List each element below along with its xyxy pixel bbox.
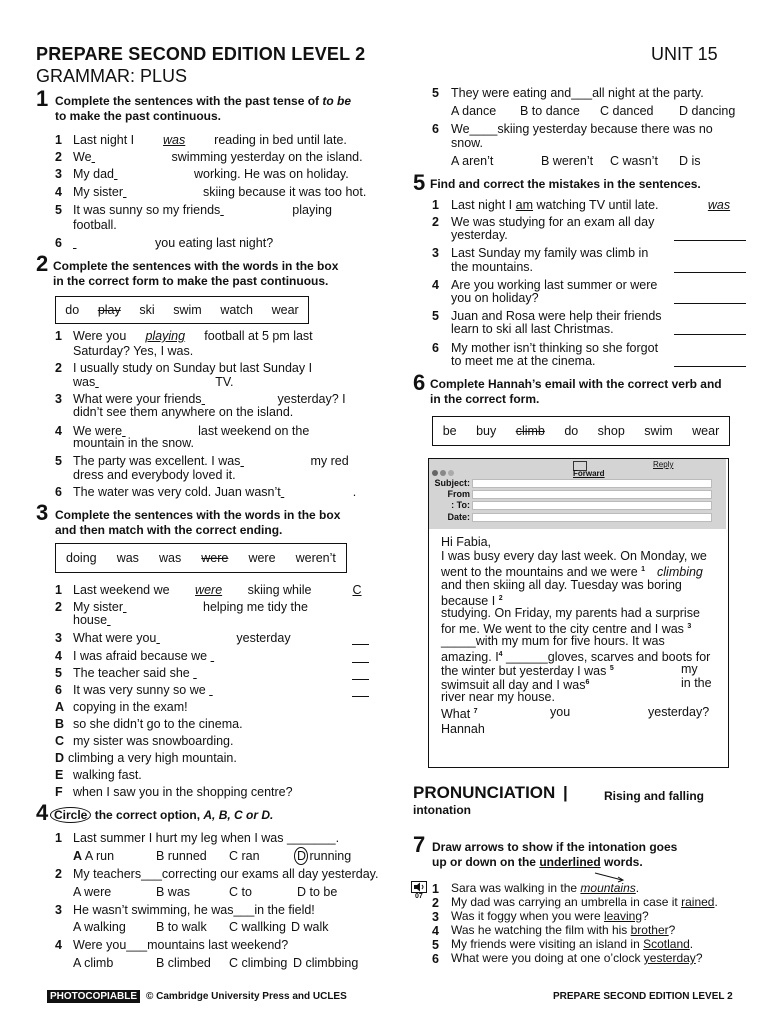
word: be	[442, 424, 457, 438]
exercise-instruction: Complete the sentences with the past tense of to be to make the past continuous.	[55, 94, 352, 123]
page-title: PREPARE SECOND EDITION LEVEL 2	[36, 44, 366, 64]
word-used: play	[97, 303, 121, 317]
sentence: Were you playing football at 5 pm last	[73, 329, 313, 343]
answer-blank[interactable]	[220, 203, 292, 217]
sentence-cont: the mountains.	[451, 260, 533, 274]
item-number: 6	[432, 341, 439, 355]
pronunciation-subtitle: Rising and falling	[604, 789, 705, 803]
option-d-circled[interactable]: D running	[297, 849, 351, 863]
subject-label: Subject:	[434, 478, 470, 488]
question: They were eating and___all night at the party.	[451, 86, 704, 100]
sentence: It was sunny so my friends playing	[73, 203, 332, 217]
option-b[interactable]: B to walk	[156, 920, 207, 934]
match-blank[interactable]	[352, 679, 369, 680]
answer-blank[interactable]	[240, 454, 310, 468]
ending-letter: B	[55, 717, 65, 731]
correction-blank[interactable]	[674, 366, 746, 367]
ending-text: my sister was snowboarding.	[73, 734, 234, 748]
pronunciation-subtitle-cont: intonation	[413, 803, 471, 817]
sentence: I usually study on Sunday but last Sunday I	[73, 361, 313, 375]
copyright: © Cambridge University Press and UCLES	[146, 991, 347, 1002]
ending-text: when I saw you in the shopping centre?	[73, 785, 293, 799]
word: weren’t	[295, 551, 336, 565]
option-a[interactable]: A climb	[73, 956, 114, 970]
match-blank[interactable]	[352, 696, 369, 697]
option-b[interactable]: B weren’t	[541, 154, 594, 168]
question: My teachers___correcting our exams all day yesterday.	[73, 867, 379, 881]
word-used: were	[201, 551, 229, 565]
pronunciation-heading: PRONUNCIATION |	[413, 783, 568, 802]
option-c[interactable]: C wasn’t	[610, 154, 658, 168]
email-line: in the	[681, 676, 712, 690]
correction-blank[interactable]	[674, 240, 746, 241]
ending-letter: E	[55, 768, 64, 782]
email-line: river near my house.	[441, 690, 555, 704]
exercise-number: 2	[36, 251, 49, 276]
item-number: 3	[55, 631, 62, 645]
sentence-cont: learn to ski all last Christmas.	[451, 322, 614, 336]
item-number: 2	[55, 361, 62, 375]
date-field[interactable]	[472, 513, 712, 522]
sentence: My sister skiing because it was too hot.	[73, 185, 367, 199]
exercise-number: 1	[36, 86, 49, 111]
item-number: 2	[55, 867, 62, 881]
question: We____skiing yesterday because there was no	[451, 122, 713, 136]
question: Last summer I hurt my leg when I was _______.	[73, 831, 340, 845]
ending-text: walking fast.	[73, 768, 142, 782]
ending-text: so she didn’t go to the cinema.	[73, 717, 243, 731]
option-a[interactable]: A dance	[451, 104, 497, 118]
word: swim	[644, 424, 673, 438]
ending-text: climbing a very high mountain.	[68, 751, 237, 765]
answer-blank[interactable]	[123, 185, 203, 199]
option-d[interactable]: D to be	[297, 885, 338, 899]
sentence: The party was excellent. I was my red	[73, 454, 349, 468]
sentence: My dad working. He was on holiday.	[73, 167, 349, 181]
word: was	[116, 551, 139, 565]
sentence: Last weekend we were skiing while	[73, 583, 312, 597]
item-number: 2	[55, 600, 62, 614]
exercise-instruction: Complete the sentences with the words in the box and then match with the correct ending.	[55, 508, 341, 537]
exercise-instruction: Draw arrows to show if the intonation goes up or down on the underlined words.	[432, 840, 678, 869]
exercise-number: 7	[413, 832, 426, 857]
item-number: 4	[55, 424, 62, 438]
ending-letter: A	[55, 700, 65, 714]
word: doing	[66, 551, 97, 565]
word: were	[248, 551, 276, 565]
word: buy	[476, 424, 497, 438]
item-number: 5	[432, 938, 439, 952]
forward-button[interactable]: Forward	[573, 469, 605, 478]
word: watch	[220, 303, 253, 317]
option-b[interactable]: B runned	[156, 849, 207, 863]
option-b[interactable]: B was	[156, 885, 191, 899]
item-number: 4	[55, 938, 62, 952]
correction-blank[interactable]: was	[707, 198, 731, 212]
match-answer[interactable]: C	[352, 583, 362, 597]
answer-blank[interactable]	[73, 236, 155, 250]
answer-blank[interactable]	[156, 631, 236, 645]
correction-blank[interactable]	[674, 272, 746, 273]
item-number: 4	[432, 278, 439, 292]
word: was	[158, 551, 182, 565]
sentence-cont: yesterday.	[451, 228, 508, 242]
word: do	[564, 424, 579, 438]
sentence: Last night I was reading in bed until late.	[73, 133, 347, 147]
sentence: We swimming yesterday on the island.	[73, 150, 363, 164]
sentence: We were last weekend on the	[73, 424, 310, 438]
answer-blank[interactable]	[211, 649, 281, 663]
item-number: 2	[432, 896, 439, 910]
sentence-cont: Saturday? Yes, I was.	[73, 344, 194, 358]
option-c[interactable]: C climbing	[229, 956, 288, 970]
answer-blank[interactable]: playing	[145, 329, 186, 343]
exercise-number: 6	[413, 370, 426, 395]
email-line: What $^7$	[441, 707, 478, 722]
page-subtitle: GRAMMAR: PLUS	[36, 66, 188, 86]
exercise-instruction: Complete Hannah’s email with the correct verb and in the correct form.	[430, 377, 722, 406]
footer-title: PREPARE SECOND EDITION LEVEL 2	[553, 991, 733, 1002]
option-c[interactable]: C danced	[600, 104, 654, 118]
option-b[interactable]: B to dance	[520, 104, 580, 118]
sentence-cont: house	[73, 613, 241, 627]
item-number: 3	[432, 910, 439, 924]
email-signature: Hannah	[441, 722, 485, 736]
exercise-number: 3	[36, 500, 49, 525]
word: wear	[271, 303, 299, 317]
audio-track-number: 07	[415, 893, 423, 900]
email-line: for me. We went to the city centre and I was $^3$	[441, 622, 692, 637]
item-number: 6	[55, 683, 62, 697]
reply-button[interactable]: Reply	[653, 460, 674, 469]
item-number: 4	[55, 649, 62, 663]
email-line: because I $^2$	[441, 594, 503, 609]
item-number: 2	[432, 215, 439, 229]
item-number: 3	[55, 903, 62, 917]
exercise-number: 4	[36, 800, 49, 825]
email-line: the winter but yesterday I was $^5$	[441, 664, 614, 679]
word-box	[55, 543, 347, 573]
word-used: climb	[515, 424, 545, 438]
unit-label: UNIT 15	[651, 44, 718, 64]
item-number: 1	[432, 198, 439, 212]
word-box	[432, 416, 730, 446]
option-c[interactable]: C wallking	[229, 920, 286, 934]
option-d[interactable]: D dancing	[679, 104, 736, 118]
question: Were you___mountains last weekend?	[73, 938, 289, 952]
exercise-number: 5	[413, 170, 426, 195]
email-line: I was busy every day last week. On Monday, we	[441, 549, 707, 563]
email-line: and then skiing all day. Tuesday was boring	[441, 578, 682, 592]
sentence: The water was very cold. Juan wasn’t .	[73, 485, 357, 499]
photocopiable-badge: PHOTOCOPIABLE	[47, 990, 140, 1003]
answer-blank[interactable]	[92, 150, 172, 164]
circle-word: Circle	[50, 807, 91, 823]
word-box	[55, 296, 309, 324]
item-number: 1	[55, 831, 62, 845]
item-number: 3	[55, 167, 62, 181]
answer-blank[interactable]: were	[195, 583, 223, 597]
item-number: 5	[55, 666, 62, 680]
item-number: 6	[432, 122, 439, 136]
item-number: 1	[55, 133, 62, 147]
sentence: Are you working last summer or were	[451, 278, 658, 292]
from-field[interactable]	[472, 490, 712, 499]
sentence: My mother isn’t thinking so she forgot	[451, 341, 659, 355]
sentence-cont: didn’t see them anywhere on the island.	[73, 405, 294, 419]
from-label: From	[447, 489, 470, 499]
email-line: amazing. $I^4$ ______gloves, scarves and boots for	[441, 650, 711, 665]
item-number: 3	[55, 392, 62, 406]
to-label: : To:	[451, 500, 470, 510]
answer-blank[interactable]	[193, 666, 265, 680]
sentence: I was afraid because we	[73, 649, 281, 663]
match-blank[interactable]	[352, 644, 369, 645]
email-line: you	[550, 705, 571, 719]
item-number: 5	[432, 309, 439, 323]
option-c[interactable]: C to	[229, 885, 252, 899]
option-d[interactable]: D climbbing	[293, 956, 359, 970]
sentence: What were your friends yesterday? I	[73, 392, 346, 406]
word: swim	[173, 303, 202, 317]
sentence-cont: was TV.	[73, 375, 234, 389]
answer-blank[interactable]	[95, 375, 215, 389]
audio-icon[interactable]	[411, 880, 427, 892]
option-d[interactable]: D is	[679, 154, 701, 168]
sentence-cont: mountain in the snow.	[73, 436, 194, 450]
answer-blank[interactable]	[281, 485, 353, 499]
sentence: Last night I am watching TV until late.	[451, 198, 659, 212]
ending-letter: F	[55, 785, 63, 799]
sentence-cont: dress and everybody loved it.	[73, 468, 236, 482]
date-label: Date:	[447, 512, 470, 522]
sentence: Sara was walking in the mountains.	[451, 881, 640, 895]
sentence: you eating last night?	[73, 236, 273, 250]
option-a[interactable]: A A run	[73, 849, 115, 863]
correction-blank[interactable]	[674, 334, 746, 335]
question-cont: snow.	[451, 136, 483, 150]
option-b[interactable]: B climbed	[156, 956, 211, 970]
item-number: 1	[55, 329, 62, 343]
email-line: my	[681, 662, 698, 676]
sentence: Was it foggy when you were leaving?	[451, 909, 649, 923]
sentence: Juan and Rosa were help their friends	[451, 309, 662, 323]
correction-blank[interactable]	[674, 303, 746, 304]
exercise-instruction: Find and correct the mistakes in the sentences.	[430, 177, 701, 191]
answer-blank[interactable]	[209, 683, 281, 697]
option-d[interactable]: D walk	[291, 920, 329, 934]
answer-blank[interactable]	[114, 167, 194, 181]
item-number: 2	[55, 150, 62, 164]
item-number: 6	[55, 236, 62, 250]
option-c[interactable]: C ran	[229, 849, 260, 863]
answer-blank[interactable]	[202, 392, 278, 406]
sentence: Was he watching the film with his brother?	[451, 923, 676, 937]
sentence: What were you yesterday	[73, 631, 291, 645]
ending-letter: D	[55, 751, 65, 765]
option-a[interactable]: A walking	[73, 920, 126, 934]
item-number: 4	[432, 924, 439, 938]
exercise-instruction: Circle the correct option, A, B, C or D.	[50, 808, 273, 823]
option-a[interactable]: A were	[73, 885, 112, 899]
answer-blank[interactable]	[123, 600, 203, 614]
sentence: Last Sunday my family was climb in	[451, 246, 649, 260]
email-line: yesterday?	[648, 705, 710, 719]
item-number: 6	[432, 952, 439, 966]
exercise-instruction: Complete the sentences with the words in the box in the correct form to make the past continuous.	[53, 259, 339, 288]
word: do	[65, 303, 80, 317]
item-number: 3	[432, 246, 439, 260]
question: He wasn’t swimming, he was___in the field!	[73, 903, 315, 917]
sentence: We was studying for an exam all day	[451, 215, 655, 229]
to-field[interactable]	[472, 501, 712, 510]
ending-letter: C	[55, 734, 65, 748]
email-line: went to the mountains and we were $^1$ climbing	[441, 565, 703, 580]
item-number: 1	[432, 882, 439, 896]
subject-field[interactable]	[472, 479, 712, 488]
answer-blank[interactable]: was	[163, 133, 186, 147]
sentence: The teacher said she	[73, 666, 265, 680]
sentence-cont: football.	[73, 218, 117, 232]
item-number: 1	[55, 583, 62, 597]
match-blank[interactable]	[352, 662, 369, 663]
sentence-cont: you on holiday?	[451, 291, 539, 305]
sentence: My sister helping me tidy the	[73, 600, 308, 614]
item-number: 6	[55, 485, 62, 499]
sentence: My dad was carrying an umbrella in case it rained.	[451, 895, 718, 909]
email-line: _____with my mum for five hours. It was	[441, 634, 665, 648]
option-a[interactable]: A aren’t	[451, 154, 494, 168]
sentence: My friends were visiting an island in Scotland.	[451, 937, 694, 951]
match-blank[interactable]	[107, 613, 241, 627]
sentence-cont: to meet me at the cinema.	[451, 354, 596, 368]
item-number: 5	[55, 203, 62, 217]
email-greeting: Hi Fabia,	[441, 535, 492, 549]
word: shop	[597, 424, 625, 438]
sentence: It was very sunny so we	[73, 683, 281, 697]
sentence: What were you doing at one o’clock yesterday?	[451, 951, 703, 965]
item-number: 5	[432, 86, 439, 100]
email-line: swimsuit all day and I was$^6$	[441, 678, 590, 693]
word: wear	[692, 424, 720, 438]
ending-text: copying in the exam!	[73, 700, 188, 714]
item-number: 5	[55, 454, 62, 468]
word: ski	[139, 303, 155, 317]
item-number: 4	[55, 185, 62, 199]
email-line: studying. On Friday, my parents had a surprise	[441, 606, 700, 620]
intonation-arrow	[594, 871, 626, 883]
